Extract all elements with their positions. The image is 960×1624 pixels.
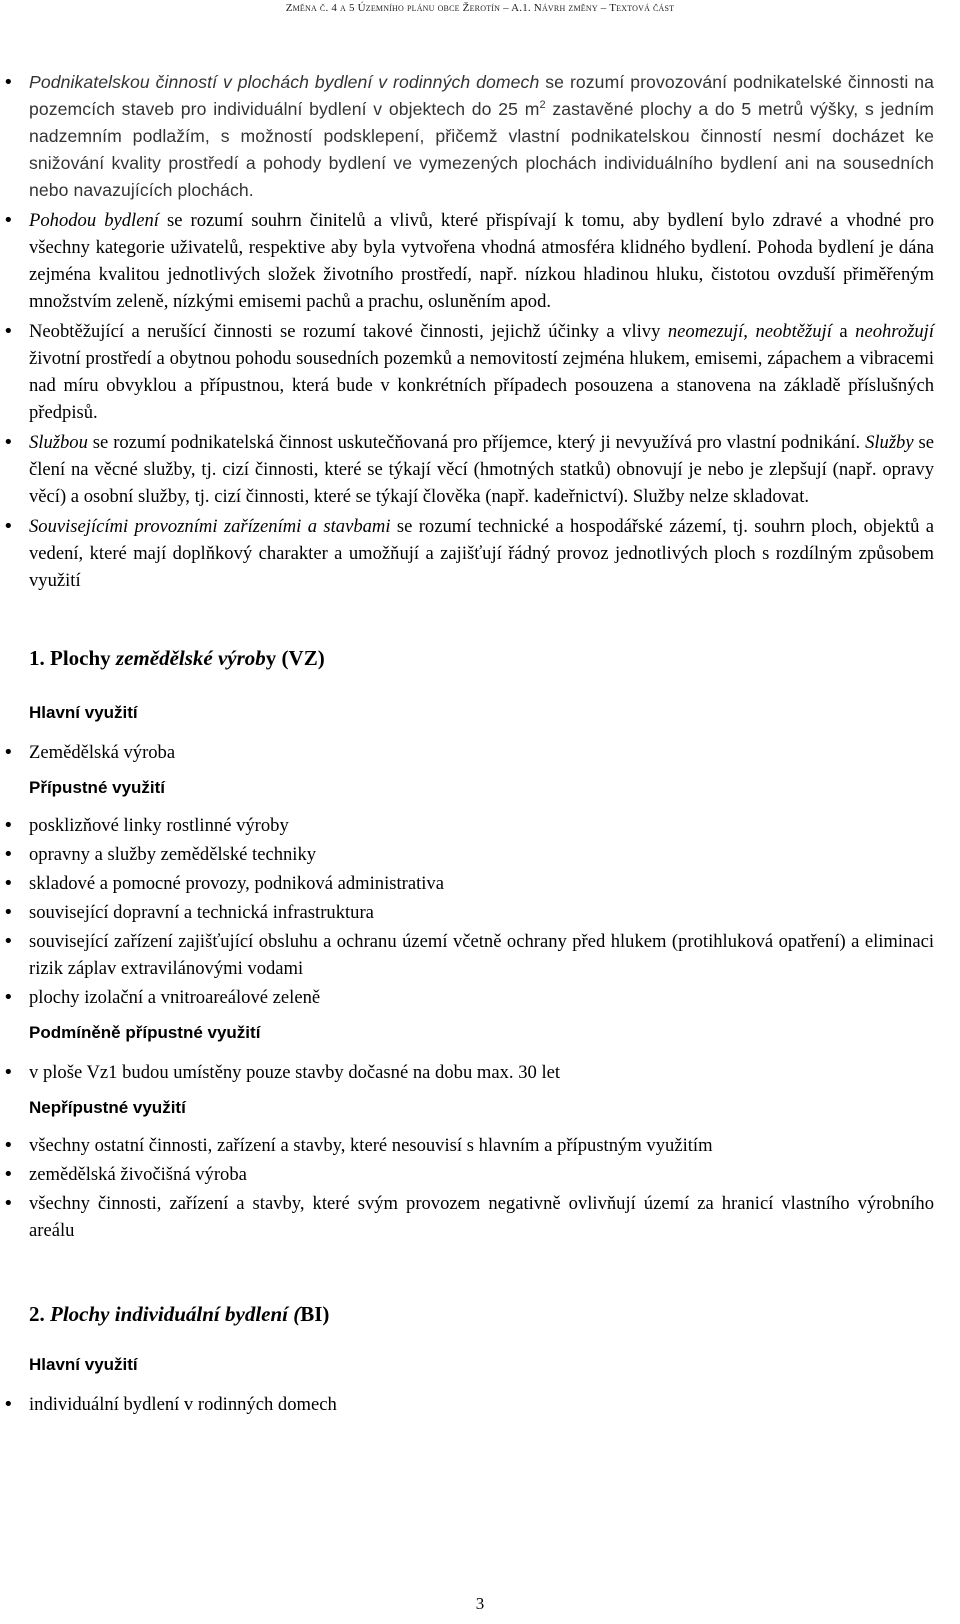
definition-item: • Souvisejícími provozními zařízeními a stavbami se rozumí technické a hospodářské zázemí, tj. souhrn ploch, objektů a vedení, které mají doplňkový charakter a umožňují a zajišťují řádný provoz jednotlivých ploch s rozdílným způsobem využití bbox=[29, 513, 934, 594]
list-item: • skladové a pomocné provozy, podniková administrativa bbox=[29, 870, 934, 897]
definition-term: Službou bbox=[29, 432, 88, 453]
list-item: • související dopravní a technická infrastruktura bbox=[29, 899, 934, 926]
subheading-main-use: Hlavní využití bbox=[29, 703, 138, 722]
section-heading-zemedelska-vyroba: 1. Plochy zemědělské výroby (VZ) bbox=[29, 646, 325, 670]
subheading-main-use: Hlavní využití bbox=[29, 1355, 138, 1374]
page-content bbox=[29, 69, 934, 1420]
subheading-conditional-use: Podmíněně přípustné využití bbox=[29, 1023, 261, 1042]
definition-item: • Službou se rozumí podnikatelská činnost uskutečňovaná pro příjemce, který ji nevyužívá pro vlastní podnikání. Služby se člení na věcné služby, tj. cizí činnosti, které se týkají věcí (hmotných statků) obnovují je nebo je zlepšují (např. opravy věcí) a osobní služby, tj. cizí činnosti, které se týkají člověka (např. kadeřnictví). Služby nelze skladovat. bbox=[29, 429, 934, 510]
page-number: 3 bbox=[475, 1594, 485, 1613]
section-heading-individualni-bydleni: 2. Plochy individuální bydlení (BI) bbox=[29, 1302, 330, 1326]
list-item: • všechny ostatní činnosti, zařízení a stavby, které nesouvisí s hlavním a přípustným využitím bbox=[29, 1132, 934, 1159]
list-item: • všechny činnosti, zařízení a stavby, které svým provozem negativně ovlivňují území za hranicí vlastního výrobního areálu bbox=[29, 1190, 934, 1244]
definition-item: • Pohodou bydlení se rozumí souhrn činitelů a vlivů, které přispívají k tomu, aby bydlení bylo zdravé a vhodné pro všechny kategorie uživatelů, respektive aby byla vytvořena vhodná atmosféra klidného bydlení. Pohoda bydlení je dána zejména kvalitou jednotlivých složek životního prostředí, např. nízkou hladinou hluku, čistotou ovzduší přiměřeným množstvím zeleně, nízkými emisemi pachů a prachu, osluněním apod. bbox=[29, 207, 934, 315]
running-header: Změna č. 4 a 5 Územního plánu obce Žerotín – A.1. Návrh změny – Textová část bbox=[285, 2, 675, 14]
definition-paragraph: Podnikatelskou činností v plochách bydlení v rodinných domech se rozumí provozování podnikatelské činnosti na pozemcích staveb pro individuální bydlení v objektech do 25 $m^2$ zastavěné plochy a do 5 metrů výšky, s jedním nadzemním podlažím, s možností podsklepení, přičemž vlastní podnikatelskou činností nesmí docházet ke snižování kvality prostředí a pohody bydlení ve vymezených plochách individuálního bydlení ani na sousedních nebo navazujících plochách. bbox=[29, 72, 934, 200]
subheading-permitted-use: Přípustné využití bbox=[29, 778, 166, 797]
main-use-list bbox=[29, 739, 934, 766]
main-use-list bbox=[29, 1391, 934, 1418]
definition-term: Podnikatelskou činností v plochách bydlení v rodinných domech bbox=[29, 72, 540, 92]
list-item: • Zemědělská výroba bbox=[29, 739, 934, 766]
list-item: • posklizňové linky rostlinné výroby bbox=[29, 812, 934, 839]
list-item: • individuální bydlení v rodinných domech bbox=[29, 1391, 934, 1418]
list-item: • opravny a služby zemědělské techniky bbox=[29, 841, 934, 868]
definitions-list bbox=[29, 69, 934, 594]
subheading-forbidden-use: Nepřípustné využití bbox=[29, 1098, 186, 1117]
conditional-use-list bbox=[29, 1059, 934, 1086]
definition-term: Pohodou bydlení bbox=[29, 210, 159, 231]
list-item: • v ploše Vz1 budou umístěny pouze stavby dočasné na dobu max. 30 let bbox=[29, 1059, 934, 1086]
definition-item: • Neobtěžující a nerušící činnosti se rozumí takové činnosti, jejichž účinky a vlivy neomezují, neobtěžují a neohrožují životní prostředí a obytnou pohodu sousedních pozemků a nemovitostí zejména hlukem, emisemi, zápachem a vibracemi nad míru obvyklou a přípustnou, která bude v konkrétních případech posouzena a stanovena na základě příslušných předpisů. bbox=[29, 318, 934, 426]
permitted-use-list bbox=[29, 812, 934, 1011]
list-item: • plochy izolační a vnitroareálové zeleně bbox=[29, 984, 934, 1011]
definition-item bbox=[29, 69, 934, 204]
list-item: • související zařízení zajišťující obsluhu a ochranu území včetně ochrany před hlukem (protihluková opatření) a eliminaci rizik záplav extravilánovými vodami bbox=[29, 928, 934, 982]
forbidden-use-list bbox=[29, 1132, 934, 1244]
list-item: • zemědělská živočišná výroba bbox=[29, 1161, 934, 1188]
definition-term: Souvisejícími provozními zařízeními a stavbami bbox=[29, 516, 391, 537]
